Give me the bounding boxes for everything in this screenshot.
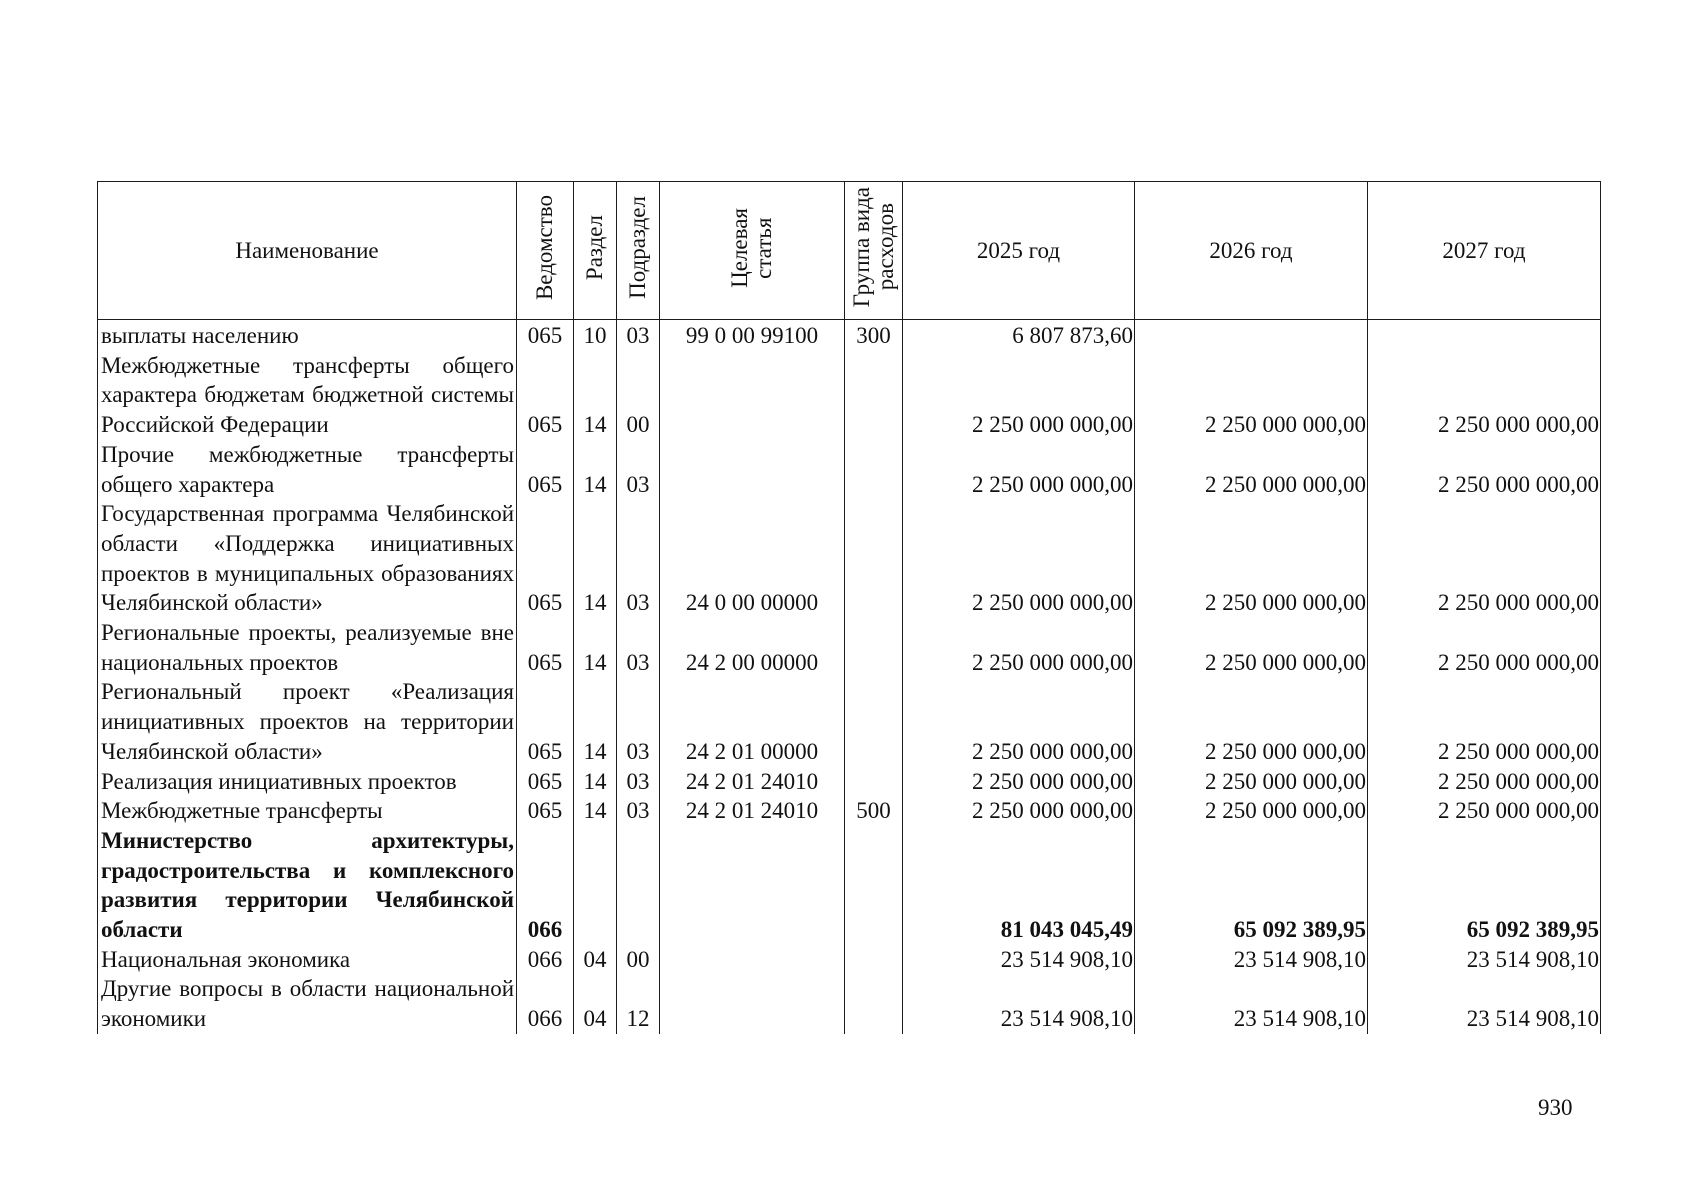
row-2027 [1368,320,1601,351]
row-2026: 2 250 000 000,00 [1135,767,1368,797]
row-2026: 65 092 389,95 [1135,826,1368,945]
row-2026: 2 250 000 000,00 [1135,618,1368,677]
row-2026 [1135,320,1368,351]
page-number: 930 [1538,1095,1573,1120]
row-group [845,499,903,618]
row-2025: 2 250 000 000,00 [903,440,1135,499]
row-subsection: 03 [617,796,660,826]
row-subsection: 03 [617,499,660,618]
row-2027: 2 250 000 000,00 [1368,499,1601,618]
row-name: Национальная экономика [98,945,517,975]
row-2026: 2 250 000 000,00 [1135,351,1368,440]
header-name: Наименование [98,182,517,320]
row-dept: 065 [517,677,574,766]
row-target [660,826,845,945]
row-2025: 2 250 000 000,00 [903,351,1135,440]
row-target [660,440,845,499]
row-dept: 066 [517,826,574,945]
row-dept: 065 [517,499,574,618]
row-target: 99 0 00 99100 [660,320,845,351]
row-2027: 2 250 000 000,00 [1368,618,1601,677]
row-name: Другие вопросы в области национальной экономики [98,974,517,1033]
row-subsection: 03 [617,767,660,797]
table-header-row [98,182,1601,320]
row-dept: 065 [517,351,574,440]
row-subsection: 00 [617,945,660,975]
header-subsection: Подраздел [617,182,660,320]
row-2027: 2 250 000 000,00 [1368,351,1601,440]
table-row [98,796,1601,826]
row-name: Межбюджетные трансферты [98,796,517,826]
row-name: Региональные проекты, реализуемые вне национальных проектов [98,618,517,677]
row-subsection: 03 [617,618,660,677]
row-2027: 23 514 908,10 [1368,974,1601,1033]
header-2026: 2026 год [1135,182,1368,320]
row-name: Прочие межбюджетные трансферты общего характера [98,440,517,499]
row-target: 24 2 01 24010 [660,796,845,826]
row-section: 14 [574,351,617,440]
row-group [845,974,903,1033]
row-2025: 6 807 873,60 [903,320,1135,351]
row-section: 10 [574,320,617,351]
row-2026: 23 514 908,10 [1135,974,1368,1033]
table-row [98,974,1601,1033]
row-section: 04 [574,945,617,975]
row-dept: 065 [517,618,574,677]
row-group [845,945,903,975]
row-name: Межбюджетные трансферты общего характера бюджетам бюджетной системы Российской Федерации [98,351,517,440]
row-group [845,440,903,499]
row-subsection: 03 [617,320,660,351]
row-2026: 2 250 000 000,00 [1135,796,1368,826]
row-2027: 2 250 000 000,00 [1368,796,1601,826]
row-2027: 2 250 000 000,00 [1368,440,1601,499]
table-row [98,440,1601,499]
row-group: 300 [845,320,903,351]
row-subsection: 03 [617,677,660,766]
row-2026: 2 250 000 000,00 [1135,499,1368,618]
row-target: 24 2 01 24010 [660,767,845,797]
table-row [98,320,1601,351]
table-row [98,767,1601,797]
row-section: 14 [574,499,617,618]
row-2025: 2 250 000 000,00 [903,499,1135,618]
row-2025: 23 514 908,10 [903,945,1135,975]
header-section: Раздел [574,182,617,320]
row-subsection [617,826,660,945]
table-row [98,826,1601,945]
row-target [660,945,845,975]
table-row [98,351,1601,440]
row-name: выплаты населению [98,320,517,351]
row-2026: 2 250 000 000,00 [1135,677,1368,766]
row-2025: 23 514 908,10 [903,974,1135,1033]
table-row [98,618,1601,677]
row-section: 14 [574,618,617,677]
row-section: 14 [574,796,617,826]
row-2025: 81 043 045,49 [903,826,1135,945]
row-dept: 065 [517,440,574,499]
row-group [845,618,903,677]
row-dept: 065 [517,320,574,351]
table-row [98,677,1601,766]
row-2027: 2 250 000 000,00 [1368,677,1601,766]
budget-table [97,181,1601,1034]
row-subsection: 00 [617,351,660,440]
row-group: 500 [845,796,903,826]
row-subsection: 12 [617,974,660,1033]
row-target: 24 0 00 00000 [660,499,845,618]
row-2025: 2 250 000 000,00 [903,677,1135,766]
row-group [845,677,903,766]
row-group [845,826,903,945]
row-name: Государственная программа Челябинской области «Поддержка инициативных проектов в муниципальных образованиях Челябинской области» [98,499,517,618]
row-subsection: 03 [617,440,660,499]
row-2026: 2 250 000 000,00 [1135,440,1368,499]
row-section: 14 [574,677,617,766]
row-group [845,767,903,797]
table-row [98,499,1601,618]
row-name: Министерство архитектуры, градостроительства и комплексного развития территории Челябинской области [98,826,517,945]
row-section: 14 [574,767,617,797]
row-2027: 2 250 000 000,00 [1368,767,1601,797]
row-target: 24 2 00 00000 [660,618,845,677]
row-name: Региональный проект «Реализация инициативных проектов на территории Челябинской области» [98,677,517,766]
row-dept: 066 [517,974,574,1033]
row-2027: 65 092 389,95 [1368,826,1601,945]
row-section [574,826,617,945]
row-section: 04 [574,974,617,1033]
table-row [98,945,1601,975]
row-name: Реализация инициативных проектов [98,767,517,797]
row-target [660,351,845,440]
header-2027: 2027 год [1368,182,1601,320]
row-2025: 2 250 000 000,00 [903,796,1135,826]
row-2025: 2 250 000 000,00 [903,767,1135,797]
row-section: 14 [574,440,617,499]
row-group [845,351,903,440]
row-dept: 065 [517,796,574,826]
row-dept: 066 [517,945,574,975]
header-2025: 2025 год [903,182,1135,320]
row-2025: 2 250 000 000,00 [903,618,1135,677]
header-group: Группа вида расходов [845,182,903,320]
row-target: 24 2 01 00000 [660,677,845,766]
header-dept: Ведомство [517,182,574,320]
row-target [660,974,845,1033]
row-2027: 23 514 908,10 [1368,945,1601,975]
row-2026: 23 514 908,10 [1135,945,1368,975]
header-target: Целевая статья [660,182,845,320]
row-dept: 065 [517,767,574,797]
